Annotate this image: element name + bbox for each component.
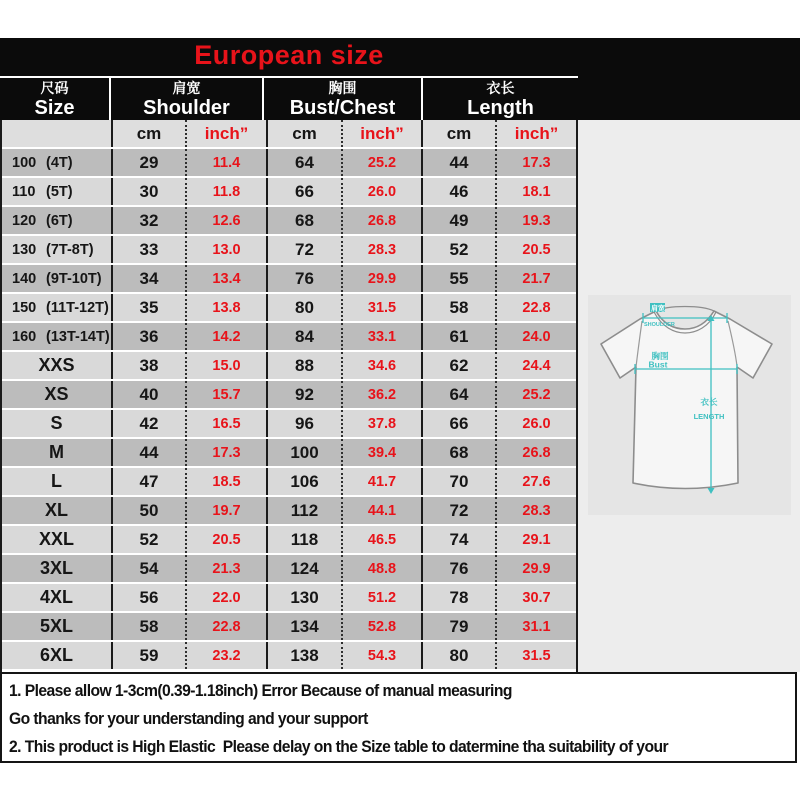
length-header-zh: 衣长: [486, 79, 515, 96]
note-line-2: Go thanks for your understanding and your support: [9, 710, 368, 728]
tshirt-illustration: [588, 295, 791, 515]
shoulder-in-value: 18.5: [187, 468, 268, 495]
bust-cm-value: 134: [268, 613, 343, 640]
length-in-value: 26.8: [522, 444, 551, 461]
bust-in-value: 51.2: [343, 584, 423, 611]
shoulder-cm-value: 54: [113, 555, 187, 582]
size-label: XXS: [2, 352, 113, 379]
shoulder-cm-value: 59: [113, 642, 187, 669]
length-cm-value: 80: [423, 642, 497, 669]
bust-cm-value: 84: [268, 323, 343, 350]
table-row: [2, 439, 576, 468]
length-cm-value: 72: [423, 497, 497, 524]
shoulder-in-value: 13.4: [187, 265, 268, 292]
bust-cm-value: 76: [268, 265, 343, 292]
shoulder-cm-value: 33: [113, 236, 187, 263]
table-row: [2, 584, 576, 613]
shoulder-cm-value: 40: [113, 381, 187, 408]
units-row: [2, 120, 576, 149]
shoulder-label-zh: 肩宽: [651, 305, 665, 313]
length-in-value: 24.4: [522, 357, 551, 374]
size-age-tag: (11T-12T): [46, 299, 109, 316]
bust-cm-value: 130: [268, 584, 343, 611]
bust-cm-value: 72: [268, 236, 343, 263]
column-group-headers: [0, 78, 578, 120]
size-number: 110: [12, 183, 36, 200]
bust-header-zh: 胸围: [328, 79, 357, 96]
table-row: [2, 265, 576, 294]
shoulder-cm-value: 56: [113, 584, 187, 611]
column-header-size: [0, 78, 111, 120]
length-cm-value: 68: [423, 439, 497, 466]
length-in-value: 29.9: [522, 560, 551, 577]
size-label: [2, 294, 113, 321]
size-label: [2, 265, 113, 292]
size-number: 120: [12, 212, 37, 229]
length-label-zh: 衣长: [700, 397, 718, 407]
shoulder-in-value: 17.3: [187, 439, 268, 466]
length-arrow-bottom: [708, 488, 715, 494]
length-in-value: 24.0: [522, 328, 551, 345]
header-banner: [0, 38, 800, 120]
shoulder-inch-unit: inch”: [187, 120, 268, 147]
length-cm-value: 61: [423, 323, 497, 350]
length-cm-value: 66: [423, 410, 497, 437]
bust-in-value: 26.0: [343, 178, 423, 205]
length-cm-value: 44: [423, 149, 497, 176]
shoulder-cm-value: 47: [113, 468, 187, 495]
length-in-value: 22.8: [522, 299, 551, 316]
bust-in-value: 44.1: [343, 497, 423, 524]
length-cm-value: 58: [423, 294, 497, 321]
table-row: [2, 497, 576, 526]
size-label: [2, 178, 113, 205]
shoulder-cm-value: 42: [113, 410, 187, 437]
bust-in-value: 41.7: [343, 468, 423, 495]
length-inch-unit: inch”: [514, 123, 559, 143]
bust-in-value: 28.3: [343, 236, 423, 263]
size-label: M: [2, 439, 113, 466]
shoulder-cm-value: 52: [113, 526, 187, 553]
bust-inch-unit: inch”: [343, 120, 423, 147]
size-label: S: [2, 410, 113, 437]
table-row: [2, 410, 576, 439]
length-in-value: 21.7: [522, 270, 551, 287]
shoulder-in-value: 12.6: [187, 207, 268, 234]
bust-in-value: 46.5: [343, 526, 423, 553]
table-row: [2, 236, 576, 265]
size-label: XS: [2, 381, 113, 408]
bust-in-value: 25.2: [343, 149, 423, 176]
size-age-tag: (13T-14T): [46, 328, 110, 345]
shoulder-in-value: 21.3: [187, 555, 268, 582]
bust-cm-value: 88: [268, 352, 343, 379]
size-table: [0, 120, 578, 672]
page-title: European size: [194, 40, 384, 70]
bust-label-zh: 胸围: [651, 351, 669, 361]
bust-in-value: 31.5: [343, 294, 423, 321]
bust-in-value: 33.1: [343, 323, 423, 350]
notes-box: [0, 672, 797, 763]
column-header-bust: [264, 78, 423, 120]
table-row: [2, 149, 576, 178]
length-cm-value: 74: [423, 526, 497, 553]
size-age-tag: (6T): [46, 212, 73, 229]
table-row: [2, 555, 576, 584]
bust-cm-value: 68: [268, 207, 343, 234]
length-in-value: 31.1: [522, 618, 551, 635]
length-cm-value: 46: [423, 178, 497, 205]
note-line-1: 1. Please allow 1-3cm(0.39-1.18inch) Error Because of manual measuring: [9, 682, 512, 700]
note-line-3: 2. This product is High Elastic Please delay on the Size table to datermine tha suitability of your: [9, 738, 668, 756]
length-in-value: 31.5: [522, 647, 551, 664]
size-age-tag: (7T-8T): [46, 241, 94, 258]
length-in-value: 25.2: [522, 386, 551, 403]
size-age-tag: (5T): [46, 183, 73, 200]
column-header-shoulder: [111, 78, 264, 120]
shoulder-in-value: 14.2: [187, 323, 268, 350]
size-number: 150: [12, 299, 37, 316]
bust-in-value: 54.3: [343, 642, 423, 669]
bust-cm-value: 138: [268, 642, 343, 669]
bust-cm-value: 106: [268, 468, 343, 495]
table-row: [2, 178, 576, 207]
length-cm-value: 78: [423, 584, 497, 611]
table-row: [2, 207, 576, 236]
shoulder-in-value: 11.4: [187, 149, 268, 176]
shoulder-cm-value: 32: [113, 207, 187, 234]
size-label: [2, 236, 113, 263]
bust-cm-value: 66: [268, 178, 343, 205]
size-header-zh: 尺码: [40, 79, 69, 96]
shoulder-in-value: 16.5: [187, 410, 268, 437]
bust-cm-value: 64: [268, 149, 343, 176]
bust-cm-value: 124: [268, 555, 343, 582]
shoulder-in-value: 15.0: [187, 352, 268, 379]
size-label: [2, 149, 113, 176]
table-row: [2, 526, 576, 555]
bust-in-value: 29.9: [343, 265, 423, 292]
length-cm-value: 49: [423, 207, 497, 234]
length-in-value: 29.1: [522, 531, 551, 548]
bust-cm-value: 80: [268, 294, 343, 321]
size-label: XL: [2, 497, 113, 524]
length-header-en: Length: [467, 96, 534, 119]
shoulder-cm-value: 35: [113, 294, 187, 321]
shoulder-cm-value: 38: [113, 352, 187, 379]
bust-in-value: 26.8: [343, 207, 423, 234]
bust-cm-value: 112: [268, 497, 343, 524]
shoulder-in-value: 15.7: [187, 381, 268, 408]
shoulder-cm-value: 50: [113, 497, 187, 524]
shoulder-label-en: SHOULDER: [644, 322, 675, 328]
bust-cm-unit: cm: [268, 120, 343, 147]
size-label: 6XL: [2, 642, 113, 669]
length-cm-value: 52: [423, 236, 497, 263]
table-row: [2, 642, 576, 671]
table-row: [2, 468, 576, 497]
shoulder-in-value: 22.0: [187, 584, 268, 611]
shoulder-cm-value: 30: [113, 178, 187, 205]
tshirt-outline: [601, 311, 772, 489]
length-cm-value: 76: [423, 555, 497, 582]
shoulder-in-value: 19.7: [187, 497, 268, 524]
shoulder-in-value: 20.5: [187, 526, 268, 553]
length-cm-value: 62: [423, 352, 497, 379]
size-label: 4XL: [2, 584, 113, 611]
size-label: 3XL: [2, 555, 113, 582]
bust-in-value: 36.2: [343, 381, 423, 408]
length-cm-value: 64: [423, 381, 497, 408]
shoulder-in-value: 13.8: [187, 294, 268, 321]
length-in-value: 19.3: [522, 212, 551, 229]
table-row: [2, 294, 576, 323]
size-number: 160: [12, 328, 37, 345]
size-label: [2, 323, 113, 350]
size-label: L: [2, 468, 113, 495]
shoulder-header-en: Shoulder: [143, 96, 230, 119]
bust-label-en: Bust: [648, 359, 668, 370]
bust-cm-value: 96: [268, 410, 343, 437]
size-number: 130: [12, 241, 37, 258]
size-number: 100: [12, 154, 37, 171]
bust-in-value: 48.8: [343, 555, 423, 582]
table-row: [2, 352, 576, 381]
bust-in-value: 34.6: [343, 352, 423, 379]
bust-cm-value: 118: [268, 526, 343, 553]
size-label: XXL: [2, 526, 113, 553]
bust-in-value: 39.4: [343, 439, 423, 466]
shoulder-cm-value: 44: [113, 439, 187, 466]
length-in-value: 28.3: [522, 502, 551, 519]
length-in-value: 20.5: [522, 241, 551, 258]
shoulder-cm-value: 29: [113, 149, 187, 176]
length-cm-value: 55: [423, 265, 497, 292]
shoulder-cm-value: 36: [113, 323, 187, 350]
size-age-tag: (9T-10T): [46, 270, 102, 287]
bust-in-value: 52.8: [343, 613, 423, 640]
length-cm-value: 70: [423, 468, 497, 495]
table-row: [2, 323, 576, 352]
shoulder-in-value: 23.2: [187, 642, 268, 669]
bust-in-value: 37.8: [343, 410, 423, 437]
length-in-value: 30.7: [522, 589, 551, 606]
shoulder-in-value: 11.8: [187, 178, 268, 205]
length-cm-unit: cm: [423, 120, 497, 147]
size-label: [2, 207, 113, 234]
length-in-value: 27.6: [522, 473, 551, 490]
shoulder-cm-value: 34: [113, 265, 187, 292]
tshirt-diagram: [588, 295, 791, 515]
size-age-tag: (4T): [46, 154, 73, 171]
size-header-en: Size: [34, 96, 75, 119]
size-label: 5XL: [2, 613, 113, 640]
table-row: [2, 381, 576, 410]
bust-cm-value: 92: [268, 381, 343, 408]
shoulder-in-value: 22.8: [187, 613, 268, 640]
length-in-value: 18.1: [522, 183, 551, 200]
bust-header-en: Bust/Chest: [289, 96, 396, 119]
length-cm-value: 79: [423, 613, 497, 640]
shoulder-in-value: 13.0: [187, 236, 268, 263]
table-row: [2, 613, 576, 642]
length-in-value: 26.0: [522, 415, 551, 432]
length-in-value: 17.3: [522, 154, 551, 171]
shoulder-header-zh: 肩宽: [172, 79, 201, 96]
size-number: 140: [12, 270, 37, 287]
shoulder-cm-value: 58: [113, 613, 187, 640]
length-label-en: LENGTH: [693, 412, 725, 421]
column-header-length: [423, 78, 578, 120]
size-table-body: [2, 149, 576, 671]
shoulder-cm-unit: cm: [113, 120, 187, 147]
units-row-empty-cell: [2, 120, 113, 147]
diagram-area: [578, 120, 800, 672]
bust-cm-value: 100: [268, 439, 343, 466]
